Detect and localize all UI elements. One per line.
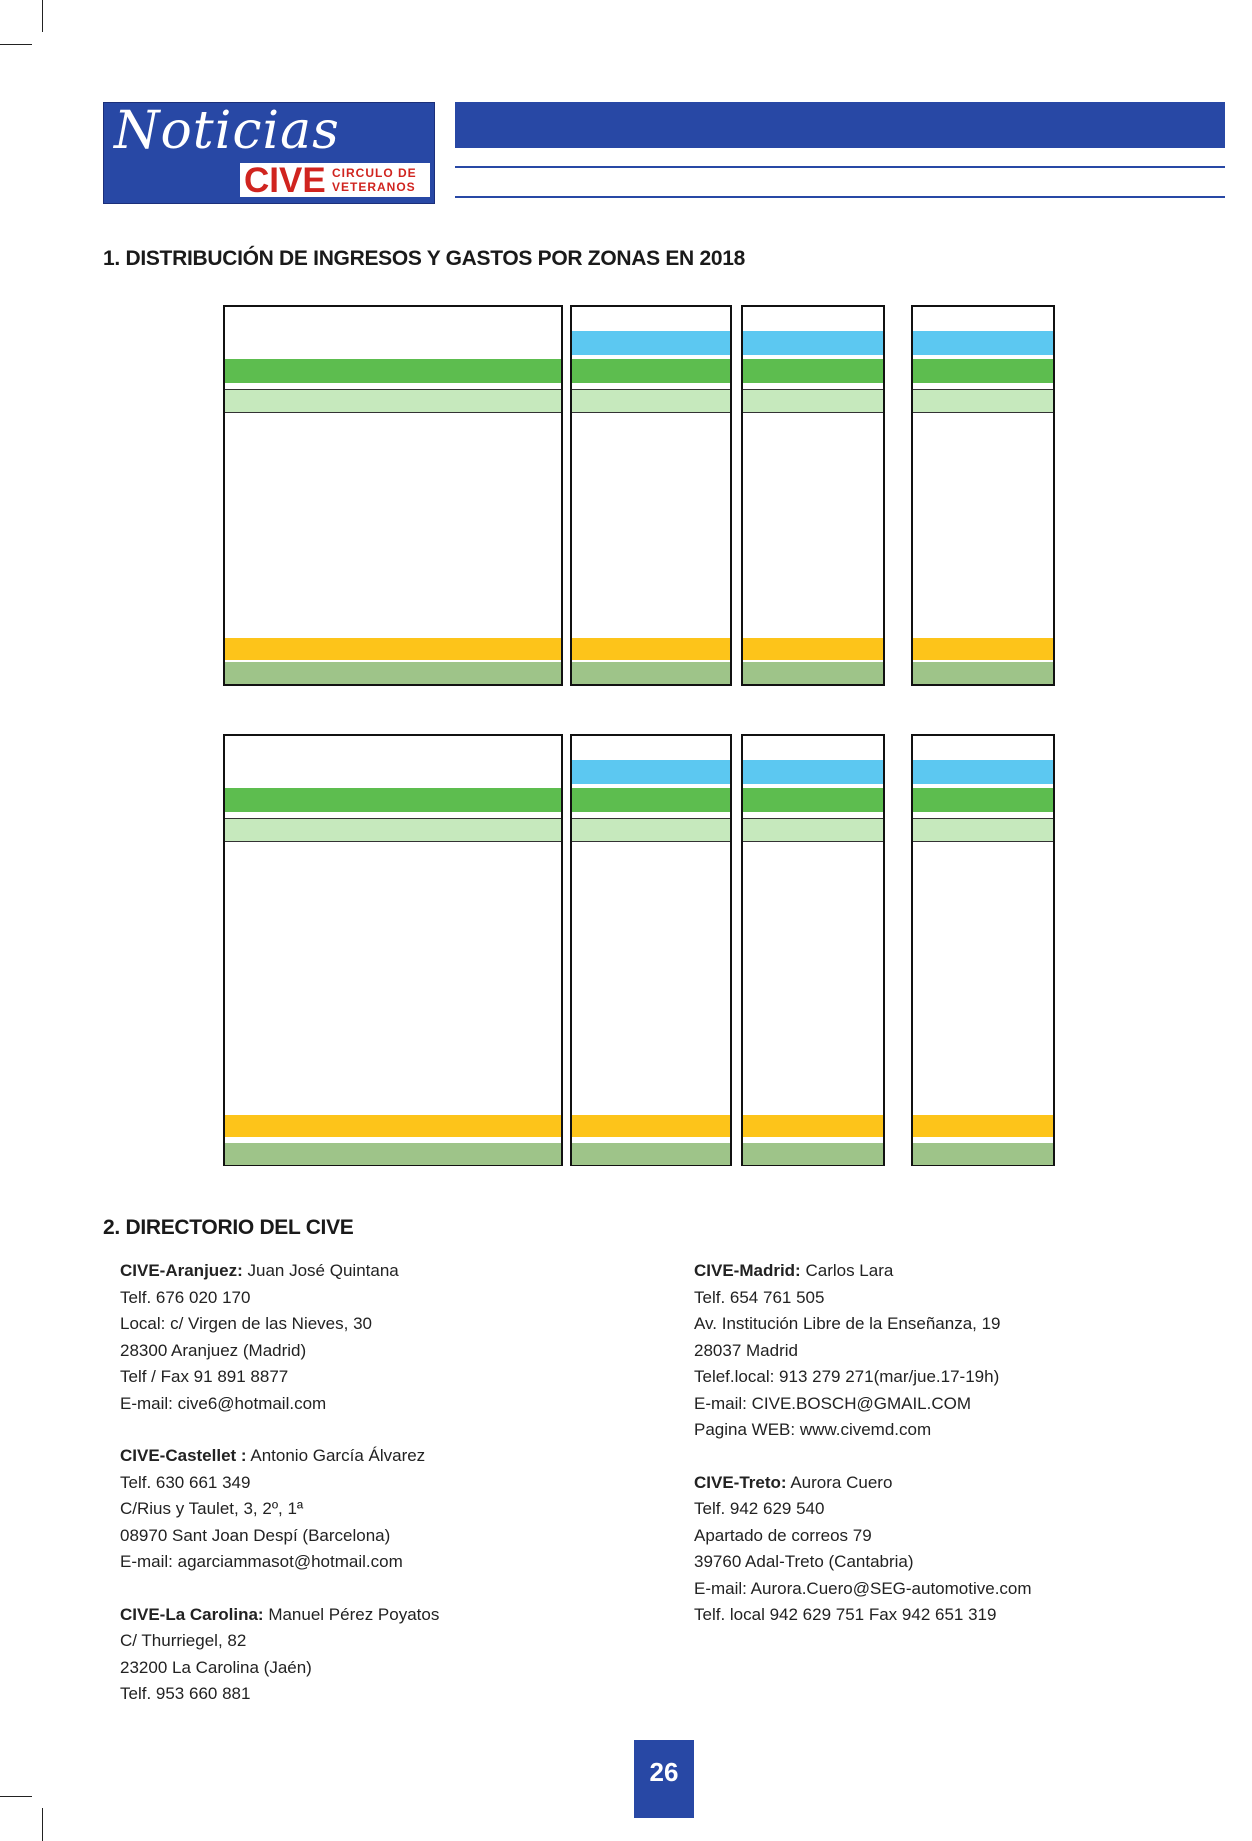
section-title-directorio: 2. DIRECTORIO DEL CIVE bbox=[103, 1216, 354, 1239]
table-zonas-1 bbox=[223, 305, 1093, 705]
saldo-inicial-value bbox=[743, 788, 883, 812]
year-cell bbox=[743, 760, 883, 784]
ingresos-value bbox=[572, 389, 730, 413]
saldos-finales-band bbox=[225, 662, 561, 684]
directory-entry-heading bbox=[120, 1602, 439, 1629]
directory-contact-name: Antonio García Álvarez bbox=[246, 1446, 426, 1465]
year-cell bbox=[743, 331, 883, 355]
logo-word: Noticias bbox=[114, 101, 340, 161]
ingresos-value bbox=[743, 389, 883, 413]
header-rule bbox=[455, 196, 1225, 198]
saldo-inicial-value bbox=[572, 788, 730, 812]
directory-line: Telf. 942 629 540 bbox=[694, 1499, 825, 1518]
logo-cive-word: CIVE bbox=[244, 161, 326, 200]
total-gastos-value bbox=[743, 1115, 883, 1137]
saldos-finales-band bbox=[225, 1143, 561, 1165]
total-gastos-value bbox=[913, 1115, 1053, 1137]
section-title-distribucion: 1. DISTRIBUCIÓN DE INGRESOS Y GASTOS POR ZONAS EN 2018 bbox=[103, 247, 745, 270]
directory-entry bbox=[694, 1470, 1032, 1629]
total-gastos-band bbox=[225, 638, 561, 660]
crop-mark bbox=[0, 1796, 32, 1797]
directory-line: C/Rius y Taulet, 3, 2º, 1ª bbox=[120, 1499, 304, 1518]
directory-entry bbox=[120, 1443, 439, 1576]
directory-entry-title: CIVE-La Carolina: bbox=[120, 1604, 264, 1624]
directory-contact-name: Aurora Cuero bbox=[786, 1472, 893, 1492]
directory-line: Telf. 676 020 170 bbox=[120, 1287, 251, 1307]
table-zonas-2 bbox=[223, 734, 1093, 1188]
page-number: 26 bbox=[634, 1740, 694, 1818]
ingresos-value bbox=[743, 818, 883, 842]
directory-entry-title: CIVE-Castellet : bbox=[120, 1446, 247, 1465]
saldos-finales-value bbox=[572, 1143, 730, 1165]
directory-right bbox=[694, 1258, 1032, 1629]
year-cell bbox=[572, 760, 730, 784]
year-cell bbox=[913, 331, 1053, 355]
directory-entry-heading bbox=[120, 1443, 439, 1470]
directory-line: Apartado de correos 79 bbox=[694, 1525, 872, 1545]
directory-entry-heading bbox=[694, 1258, 1032, 1285]
saldo-inicial-value bbox=[743, 359, 883, 383]
total-gastos-band bbox=[225, 1115, 561, 1137]
saldos-finales-value bbox=[743, 662, 883, 684]
directory-line: Telf. 953 660 881 bbox=[120, 1684, 251, 1703]
logo-subtitle: CIRCULO DE VETERANOS bbox=[332, 166, 417, 194]
directory-line: E-mail: Aurora.Cuero@SEG-automotive.com bbox=[694, 1578, 1032, 1598]
year-cell bbox=[913, 760, 1053, 784]
noticias-cive-logo bbox=[103, 102, 435, 204]
saldo-inicial-value bbox=[913, 788, 1053, 812]
year-cell bbox=[572, 331, 730, 355]
header-bar bbox=[455, 102, 1225, 148]
directory-line: 28300 Aranjuez (Madrid) bbox=[120, 1340, 307, 1360]
total-gastos-value bbox=[572, 1115, 730, 1137]
directory-line: Telf. 654 761 505 bbox=[694, 1287, 825, 1307]
directory-line: Av. Institución Libre de la Enseñanza, 19 bbox=[694, 1314, 1001, 1333]
saldo-inicial-value bbox=[572, 359, 730, 383]
crop-mark bbox=[42, 1808, 43, 1841]
header-rule bbox=[455, 166, 1225, 168]
directory-entry bbox=[120, 1258, 439, 1417]
directory-entry-heading bbox=[120, 1258, 439, 1285]
directory-line: Pagina WEB: www.civemd.com bbox=[694, 1420, 932, 1439]
directory-line: 28037 Madrid bbox=[694, 1340, 798, 1360]
directory-line: Telf. local 942 629 751 Fax 942 651 319 bbox=[694, 1605, 997, 1624]
directory-contact-name: Juan José Quintana bbox=[242, 1261, 399, 1280]
ingresos-value bbox=[572, 818, 730, 842]
directory-line: C/ Thurriegel, 82 bbox=[120, 1631, 247, 1650]
saldos-finales-value bbox=[743, 1143, 883, 1165]
total-gastos-value bbox=[743, 638, 883, 660]
directory-line: Local: c/ Virgen de las Nieves, 30 bbox=[120, 1314, 372, 1333]
ingresos-band bbox=[225, 818, 561, 842]
total-gastos-value bbox=[913, 638, 1053, 660]
directory-entry-title: CIVE-Aranjuez: bbox=[120, 1261, 243, 1280]
directory-line: 39760 Adal-Treto (Cantabria) bbox=[694, 1552, 914, 1571]
saldo-inicial-value bbox=[913, 359, 1053, 383]
crop-mark bbox=[42, 0, 43, 32]
directory-line: E-mail: CIVE.BOSCH@GMAIL.COM bbox=[694, 1393, 972, 1413]
directory-entry-title: CIVE-Treto: bbox=[694, 1472, 787, 1492]
directory-line: 08970 Sant Joan Despí (Barcelona) bbox=[120, 1525, 391, 1545]
saldo-inicial-band bbox=[225, 788, 561, 812]
directory-contact-name: Manuel Pérez Poyatos bbox=[263, 1604, 440, 1624]
directory-line: Telf / Fax 91 891 8877 bbox=[120, 1367, 289, 1386]
directory-left bbox=[120, 1258, 439, 1708]
saldos-finales-value bbox=[913, 1143, 1053, 1165]
directory-entry bbox=[120, 1602, 439, 1708]
directory-contact-name: Carlos Lara bbox=[800, 1261, 894, 1280]
directory-line: Telef.local: 913 279 271(mar/jue.17-19h) bbox=[694, 1367, 1000, 1386]
saldos-finales-value bbox=[572, 662, 730, 684]
ingresos-value bbox=[913, 818, 1053, 842]
ingresos-value bbox=[913, 389, 1053, 413]
directory-line: 23200 La Carolina (Jaén) bbox=[120, 1657, 312, 1677]
total-gastos-value bbox=[572, 638, 730, 660]
crop-mark bbox=[0, 44, 32, 45]
saldos-finales-value bbox=[913, 662, 1053, 684]
directory-entry-title: CIVE-Madrid: bbox=[694, 1261, 801, 1280]
ingresos-band bbox=[225, 389, 561, 413]
directory-line: E-mail: cive6@hotmail.com bbox=[120, 1393, 327, 1413]
directory-entry-heading bbox=[694, 1470, 1032, 1497]
logo-cive-box bbox=[240, 161, 430, 200]
directory-line: Telf. 630 661 349 bbox=[120, 1472, 251, 1492]
saldo-inicial-band bbox=[225, 359, 561, 383]
directory-line: E-mail: agarciammasot@hotmail.com bbox=[120, 1552, 403, 1571]
directory-entry bbox=[694, 1258, 1032, 1444]
